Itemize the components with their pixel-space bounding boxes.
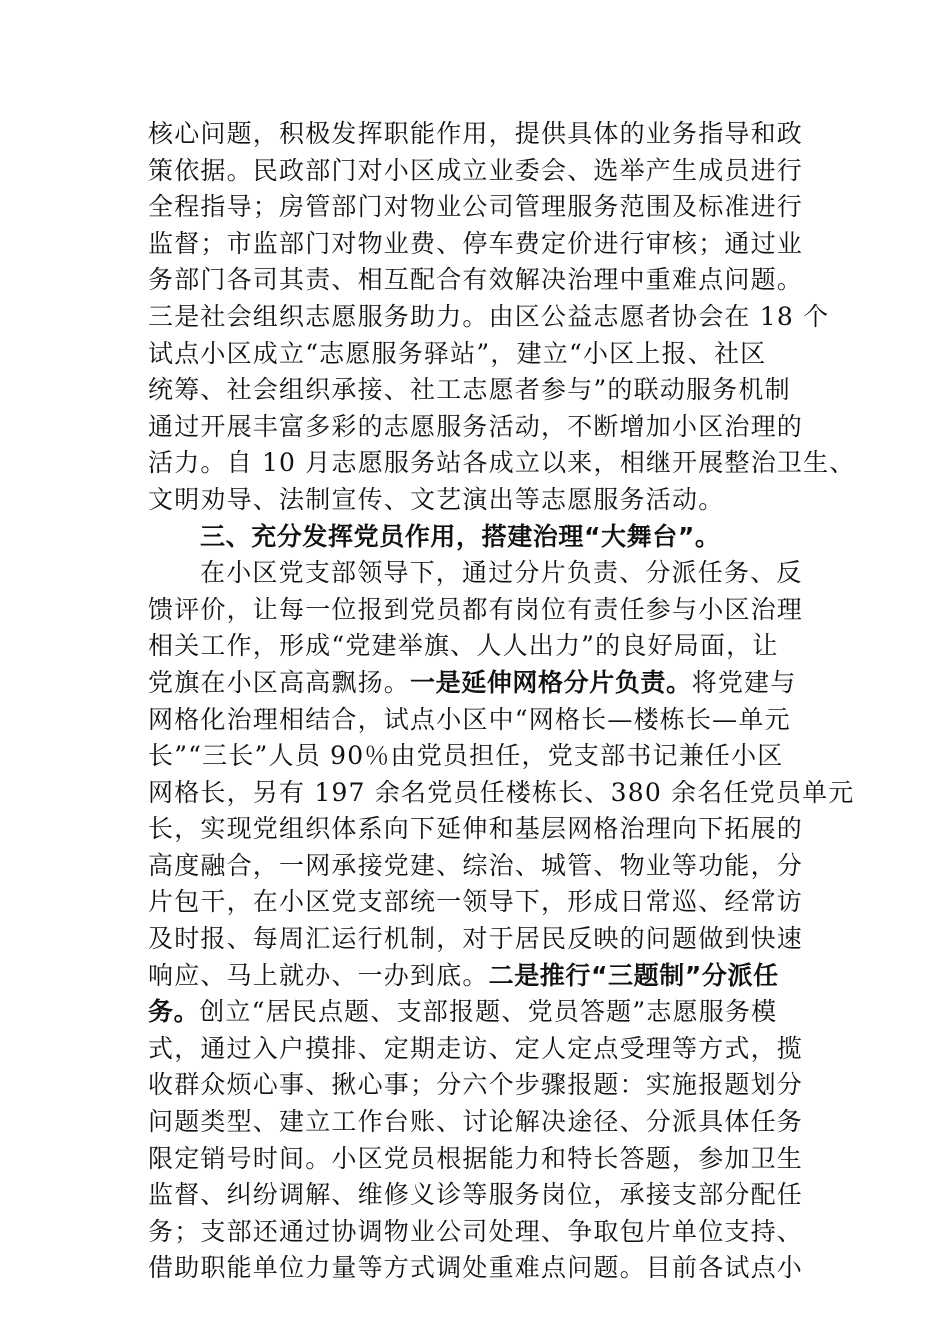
text-run: 党旗在小区高高飘扬。 — [148, 667, 411, 697]
text-line: 策依据。民政部门对小区成立业委会、选举产生成员进行 — [148, 155, 804, 185]
text-line: 监督；市监部门对物业费、停车费定价进行审核；通过业 — [148, 228, 804, 258]
bold-subheading: 二是推行“三题制”分派任 — [488, 960, 779, 990]
text-line: 文明劝导、法制宣传、文艺演出等志愿服务活动。 — [148, 484, 725, 514]
text-line: 试点小区成立“志愿服务驿站”，建立“小区上报、社区 — [148, 338, 767, 368]
text-line: 问题类型、建立工作台账、讨论解决途径、分派具体任务 — [148, 1107, 804, 1137]
text-line: 活力。自 10 月志愿服务站各成立以来，相继开展整治卫生、 — [148, 448, 856, 478]
text-line: 在小区党支部领导下，通过分片负责、分派任务、反 — [200, 558, 803, 588]
text-run: 将党建与 — [691, 667, 797, 697]
text-line: 三是社会组织志愿服务助力。由区公益志愿者协会在 18 个 — [148, 301, 830, 331]
bold-subheading: 务。 — [148, 997, 200, 1027]
document-body — [148, 116, 856, 1287]
text-line — [148, 994, 848, 1031]
text-line: 统筹、社会组织承接、社工志愿者参与”的联动服务机制 — [148, 375, 791, 405]
text-line: 相关工作，形成“党建举旗、人人出力”的良好局面，让 — [148, 631, 779, 661]
text-line: 片包干，在小区党支部统一领导下，形成日常巡、经常访 — [148, 887, 804, 917]
text-line: 长，实现党组织体系向下延伸和基层网格治理向下拓展的 — [148, 814, 804, 844]
text-line: 网格长，另有 197 余名党员任楼栋长、380 余名任党员单元 — [148, 777, 855, 807]
text-line: 务；支部还通过协调物业公司处理、争取包片单位支持、 — [148, 1216, 804, 1246]
text-line — [148, 958, 848, 995]
text-line: 及时报、每周汇运行机制，对于居民反映的问题做到快速 — [148, 924, 804, 954]
text-line: 收群众烦心事、揪心事；分六个步骤报题：实施报题划分 — [148, 1070, 804, 1100]
text-run: 创立“居民点题、支部报题、党员答题”志愿服务模 — [199, 997, 778, 1027]
section-heading: 三、充分发挥党员作用，搭建治理“大舞台”。 — [200, 521, 721, 551]
text-line: 全程指导；房管部门对物业公司管理服务范围及标准进行 — [148, 192, 804, 222]
bold-subheading: 一是延伸网格分片负责。 — [410, 667, 692, 697]
text-line: 务部门各司其责、相互配合有效解决治理中重难点问题。 — [148, 265, 804, 295]
text-line — [148, 665, 848, 702]
text-line: 监督、纠纷调解、维修义诊等服务岗位，承接支部分配任 — [148, 1180, 804, 1210]
text-line: 通过开展丰富多彩的志愿服务活动，不断增加小区治理的 — [148, 411, 804, 441]
text-line: 馈评价，让每一位报到党员都有岗位有责任参与小区治理 — [148, 594, 804, 624]
text-line: 限定销号时间。小区党员根据能力和特长答题，参加卫生 — [148, 1143, 804, 1173]
text-run: 响应、马上就办、一办到底。 — [148, 960, 489, 990]
text-line: 式，通过入户摸排、定期走访、定人定点受理等方式，揽 — [148, 1033, 804, 1063]
text-line: 网格化治理相结合，试点小区中“网格长—楼栋长—单元 — [148, 704, 791, 734]
text-line: 借助职能单位力量等方式调处重难点问题。目前各试点小 — [148, 1253, 804, 1283]
text-line: 高度融合，一网承接党建、综治、城管、物业等功能，分 — [148, 850, 804, 880]
text-line: 核心问题，积极发挥职能作用，提供具体的业务指导和政 — [148, 119, 804, 148]
text-line: 长”“三长”人员 90％由党员担任，党支部书记兼任小区 — [148, 741, 784, 771]
